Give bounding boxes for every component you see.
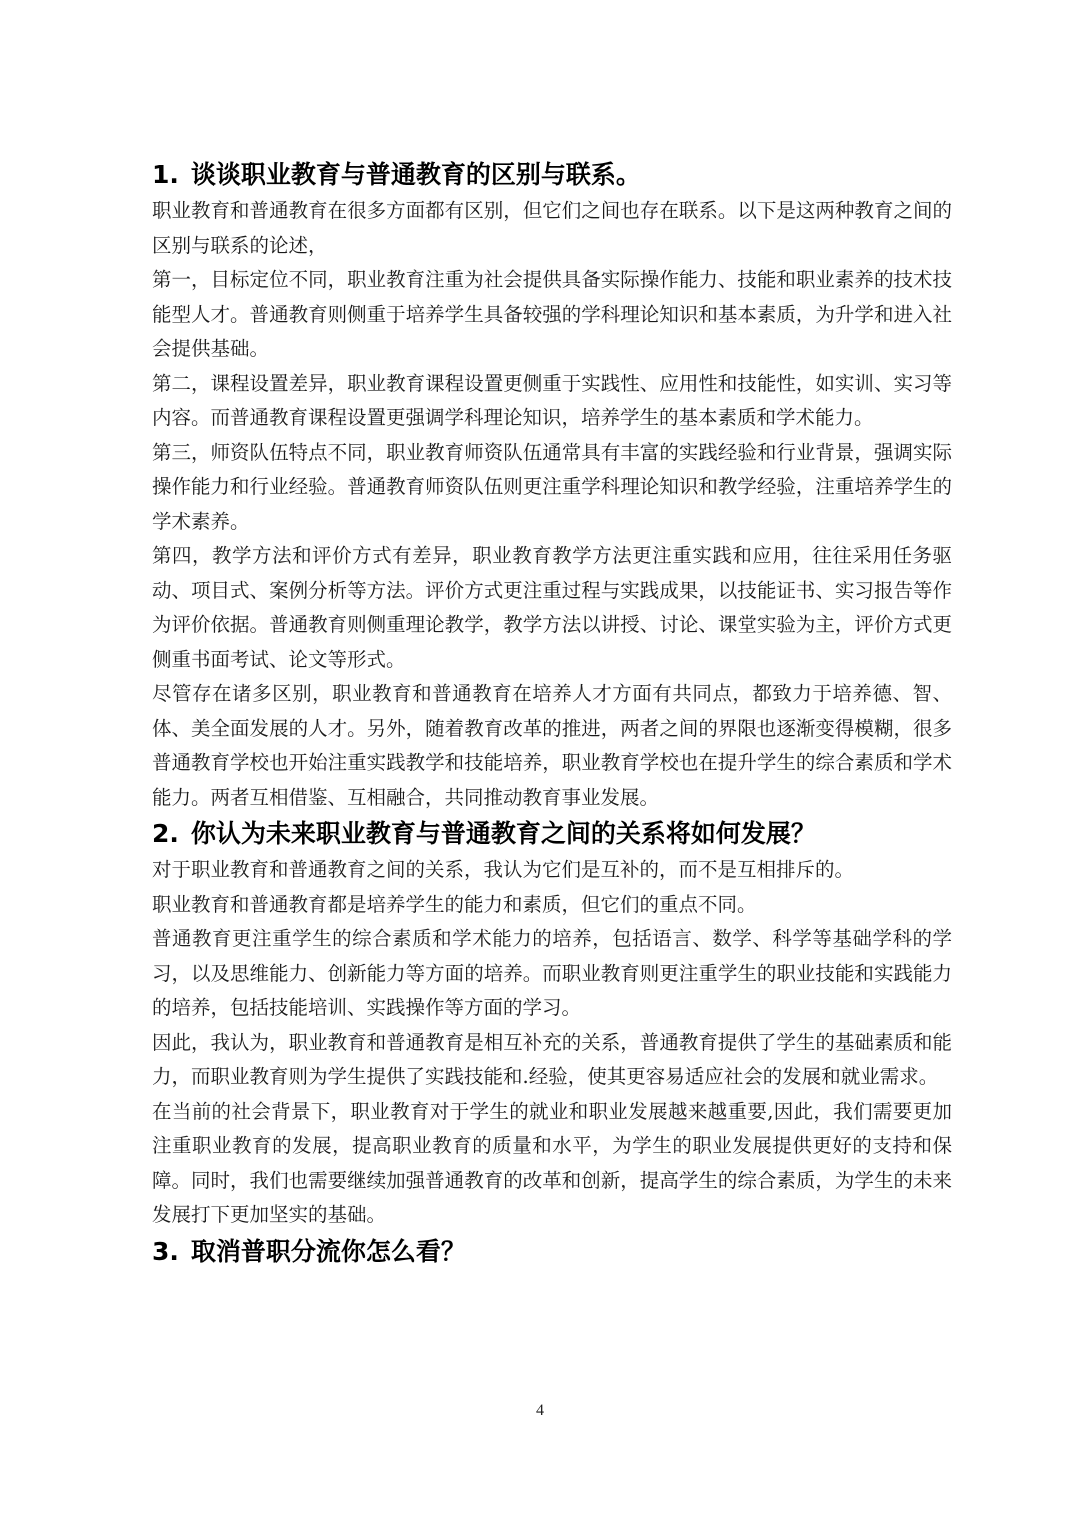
section-title: 你认为未来职业教育与普通教育之间的关系将如何发展？ [190,819,816,848]
paragraph: 对于职业教育和普通教育之间的关系，我认为它们是互补的，而不是互相排斥的。 [152,858,855,881]
paragraph: 因此，我认为，职业教育和普通教育是相互补充的关系，普通教育提供了学生的基础素质和能力，而职业教育则为学生提供了实践技能和.经验，使其更容易适应社会的发展和就业需求。 [152,1030,952,1088]
paragraph: 尽管存在诸多区别，职业教育和普通教育在培养人才方面有共同点，都致力于培养德、智、体、美全面发展的人才。另外，随着教育改革的推进，两者之间的界限也逐渐变得模糊，很多普通教育学校也开始注重实践教学和技能培养，职业教育学校也在提升学生的综合素质和学术能力。两者互相借鉴、互相融合，共同推动教育事业发展。 [152,682,952,809]
section-heading [152,815,952,853]
paragraph: 第一，目标定位不同，职业教育注重为社会提供具备实际操作能力、技能和职业素养的技术技能型人才。普通教育则侧重于培养学生具备较强的学科理论知识和基本素质，为升学和进入社会提供基础。 [152,268,952,360]
section-heading [152,156,952,194]
paragraph: 普通教育更注重学生的综合素质和学术能力的培养，包括语言、数学、科学等基础学科的学习，以及思维能力、创新能力等方面的培养。而职业教育则更注重学生的职业技能和实践能力的培养，包括技能培训、实践操作等方面的学习。 [152,927,952,1019]
section-title: 取消普职分流你怎么看？ [190,1236,466,1266]
section-2 [152,815,952,1233]
section-title: 谈谈职业教育与普通教育的区别与联系。 [190,160,641,189]
paragraph: 第三，师资队伍特点不同，职业教育师资队伍通常具有丰富的实践经验和行业背景，强调实际操作能力和行业经验。普通教育师资队伍则更注重学科理论知识和教学经验，注重培养学生的学术素养。 [152,440,952,533]
page-number: 4 [536,1402,544,1419]
paragraph: 职业教育和普通教育在很多方面都有区别，但它们之间也存在联系。以下是这两种教育之间的区别与联系的论述， [152,199,952,257]
paragraph: 在当前的社会背景下，职业教育对于学生的就业和职业发展越来越重要,因此，我们需要更加注重职业教育的发展，提高职业教育的质量和水平，为学生的职业发展提供更好的支持和保障。同时，我们也需要继续加强普通教育的改革和创新，提高学生的综合素质，为学生的未来发展打下更加坚实的基础。 [152,1099,952,1226]
section-heading [152,1233,952,1271]
section-1 [152,156,952,815]
paragraph: 第二，课程设置差异，职业教育课程设置更侧重于实践性、应用性和技能性，如实训、实习等内容。而普通教育课程设置更强调学科理论知识，培养学生的基本素质和学术能力。 [152,371,952,429]
section-number: 1. [152,160,179,189]
paragraph: 职业教育和普通教育都是培养学生的能力和素质，但它们的重点不同。 [152,892,757,916]
section-number: 3. [152,1236,179,1266]
section-number: 2. [152,819,179,848]
section-3 [152,1233,952,1271]
paragraph: 第四，教学方法和评价方式有差异，职业教育教学方法更注重实践和应用，往往采用任务驱动、项目式、案例分析等方法。评价方式更注重过程与实践成果，以技能证书、实习报告等作为评价依据。普通教育则侧重理论教学，教学方法以讲授、讨论、课堂实验为主，评价方式更侧重书面考试、论文等形式。 [152,544,952,671]
page-content [152,156,952,1271]
